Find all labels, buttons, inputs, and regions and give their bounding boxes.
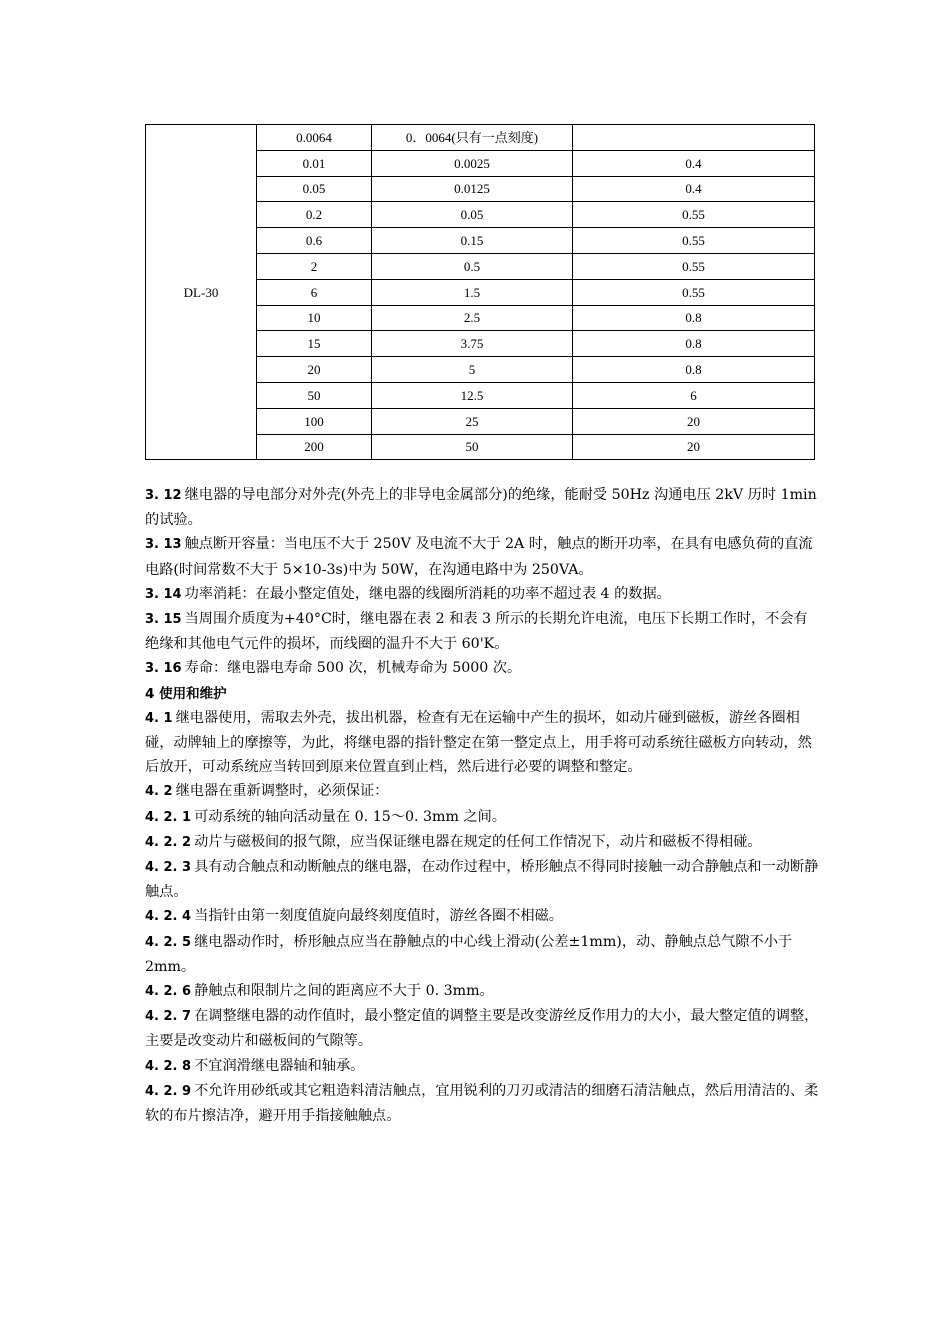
clause-text: 触点断开容量：当电压不大于 250V 及电流不大于 2A 时，触点的断开功率，在具有电感负荷的直流电路(时间常数不大于 5×10-3s)中为 50W，在沟通电路中为 250VA。 <box>145 536 813 578</box>
table-cell: 0.05 <box>372 202 573 228</box>
table-cell: 0.0064 <box>257 125 372 151</box>
clause-text: 继电器的导电部分对外壳(外壳上的非导电金属部分)的绝缘，能耐受 50Hz 沟通电压 2kV 历时 1min 的试验。 <box>145 487 817 529</box>
clause-number: 4. 2. 6 <box>145 984 192 1000</box>
table-cell: 20 <box>257 357 372 383</box>
table-cell: 0.4 <box>573 176 815 202</box>
table-cell: 100 <box>257 408 372 434</box>
table-cell: 0.05 <box>257 176 372 202</box>
table-cell: 0.55 <box>573 253 815 279</box>
clause-paragraph <box>145 979 819 1004</box>
table-cell: 0.8 <box>573 357 815 383</box>
clause-text: 动片与磁极间的报气隙，应当保证继电器在规定的任何工作情况下，动片和磁板不得相碰。 <box>194 833 762 850</box>
table-cell: 25 <box>372 408 573 434</box>
clause-text: 继电器动作时，桥形触点应当在静触点的中心线上滑动(公差±1mm)，动、静触点总气隙不小于 2mm。 <box>145 933 793 975</box>
table-cell: 5 <box>372 357 573 383</box>
clause-text: 当指针由第一刻度值旋向最终刻度值时，游丝各圈不相磁。 <box>194 908 563 925</box>
clause-text: 不允许用砂纸或其它粗造料清洁触点，宜用锐利的刀刃或清洁的细磨石清洁触点，然后用清洁的、柔软的布片擦洁净，避开用手指接触触点。 <box>145 1082 819 1125</box>
clause-number: 4. 2. 1 <box>145 809 192 825</box>
table-cell <box>573 125 815 151</box>
clause-number: 4. 2. 5 <box>145 934 192 950</box>
clause-number: 3. 15 <box>145 612 182 628</box>
section-heading <box>145 682 819 706</box>
clause-paragraph <box>145 483 819 532</box>
clause-paragraph <box>145 1054 819 1079</box>
clause-paragraph <box>145 607 819 656</box>
table-cell: 0.55 <box>573 279 815 305</box>
table-cell: 0.8 <box>573 331 815 357</box>
table-cell: 1.5 <box>372 279 573 305</box>
table-cell: 15 <box>257 331 372 357</box>
clause-number: 4. 2. 3 <box>145 860 192 876</box>
document-body <box>145 483 819 1128</box>
table-cell: 20 <box>573 434 815 460</box>
clause-paragraph <box>145 830 819 855</box>
table-cell: 0.8 <box>573 305 815 331</box>
table-cell: 0.4 <box>573 150 815 176</box>
clause-text: 功率消耗：在最小整定值处，继电器的线圈所消耗的功率不超过表 4 的数据。 <box>184 585 671 602</box>
clause-paragraph <box>145 930 819 979</box>
table-cell: 50 <box>257 382 372 408</box>
table-cell: 20 <box>573 408 815 434</box>
table-cell: 0.6 <box>257 228 372 254</box>
table-cell: 6 <box>257 279 372 305</box>
clause-text: 继电器在重新调整时，必须保证： <box>175 783 389 800</box>
table-cell: 0.15 <box>372 228 573 254</box>
clause-paragraph <box>145 706 819 780</box>
relay-spec-table-body <box>146 125 815 460</box>
clause-paragraph <box>145 1004 819 1053</box>
clause-number: 4. 2. 8 <box>145 1058 192 1074</box>
clause-paragraph <box>145 582 819 607</box>
clause-number: 4. 1 <box>145 710 173 726</box>
table-cell: 2 <box>257 253 372 279</box>
clause-paragraph <box>145 1079 819 1128</box>
table-cell: 2.5 <box>372 305 573 331</box>
clause-paragraph <box>145 904 819 929</box>
table-cell: 0.2 <box>257 202 372 228</box>
table-cell: 0.0125 <box>372 176 573 202</box>
clause-number: 4. 2. 9 <box>145 1083 192 1099</box>
clause-number: 4. 2 <box>145 784 173 800</box>
clause-paragraph <box>145 656 819 681</box>
clause-number: 4. 2. 4 <box>145 909 192 925</box>
relay-spec-table <box>145 124 815 460</box>
clause-text: 寿命：继电器电寿命 500 次，机械寿命为 5000 次。 <box>184 660 522 677</box>
table-cell: 3.75 <box>372 331 573 357</box>
clause-paragraph <box>145 805 819 830</box>
table-cell: 10 <box>257 305 372 331</box>
model-cell: DL-30 <box>146 125 257 460</box>
clause-text: 静触点和限制片之间的距离应不大于 0. 3mm。 <box>194 983 494 1000</box>
heading-text: 4 使用和维护 <box>145 685 227 702</box>
clause-text: 在调整继电器的动作值时，最小整定值的调整主要是改变游丝反作用力的大小，最大整定值的调整，主要是改变动片和磁板间的气隙等。 <box>145 1008 819 1050</box>
clause-number: 3. 16 <box>145 661 182 677</box>
clause-text: 继电器使用，需取去外壳，拔出机器，检查有无在运输中产生的损坏，如动片碰到磁板，游丝各圈相碰，动牌轴上的摩擦等，为此，将继电器的指针整定在第一整定点上，用手将可动系统往磁板方向转动，然后放开，可动系统应当转回到原来位置直到止档，然后进行必要的调整和整定。 <box>145 709 812 776</box>
clause-paragraph <box>145 779 819 804</box>
clause-paragraph <box>145 532 819 581</box>
table-cell: 0．0064(只有一点刻度) <box>372 125 573 151</box>
clause-text: 当周围介质度为+40°C时，继电器在表 2 和表 3 所示的长期允许电流，电压下长期工作时，不会有绝缘和其他电气元件的损坏，而线圈的温升不大于 60'K。 <box>145 611 808 653</box>
clause-number: 3. 13 <box>145 537 182 553</box>
clause-number: 3. 12 <box>145 488 182 503</box>
table-cell: 200 <box>257 434 372 460</box>
table-cell: 50 <box>372 434 573 460</box>
table-cell: 0.0025 <box>372 150 573 176</box>
clause-paragraph <box>145 855 819 904</box>
table-cell: 12.5 <box>372 382 573 408</box>
clause-text: 具有动合触点和动断触点的继电器，在动作过程中，桥形触点不得同时接触一动合静触点和一动断静触点。 <box>145 859 819 901</box>
table-cell: 0.55 <box>573 228 815 254</box>
table-cell: 0.5 <box>372 253 573 279</box>
table-cell: 0.01 <box>257 150 372 176</box>
clause-number: 4. 2. 2 <box>145 834 192 850</box>
clause-text: 不宜润滑继电器轴和轴承。 <box>194 1057 365 1074</box>
table-cell: 0.55 <box>573 202 815 228</box>
table-row <box>146 125 815 151</box>
clause-text: 可动系统的轴向活动量在 0. 15～0. 3mm 之间。 <box>194 808 506 825</box>
clause-number: 4. 2. 7 <box>145 1009 192 1025</box>
table-cell: 6 <box>573 382 815 408</box>
clause-number: 3. 14 <box>145 586 182 602</box>
